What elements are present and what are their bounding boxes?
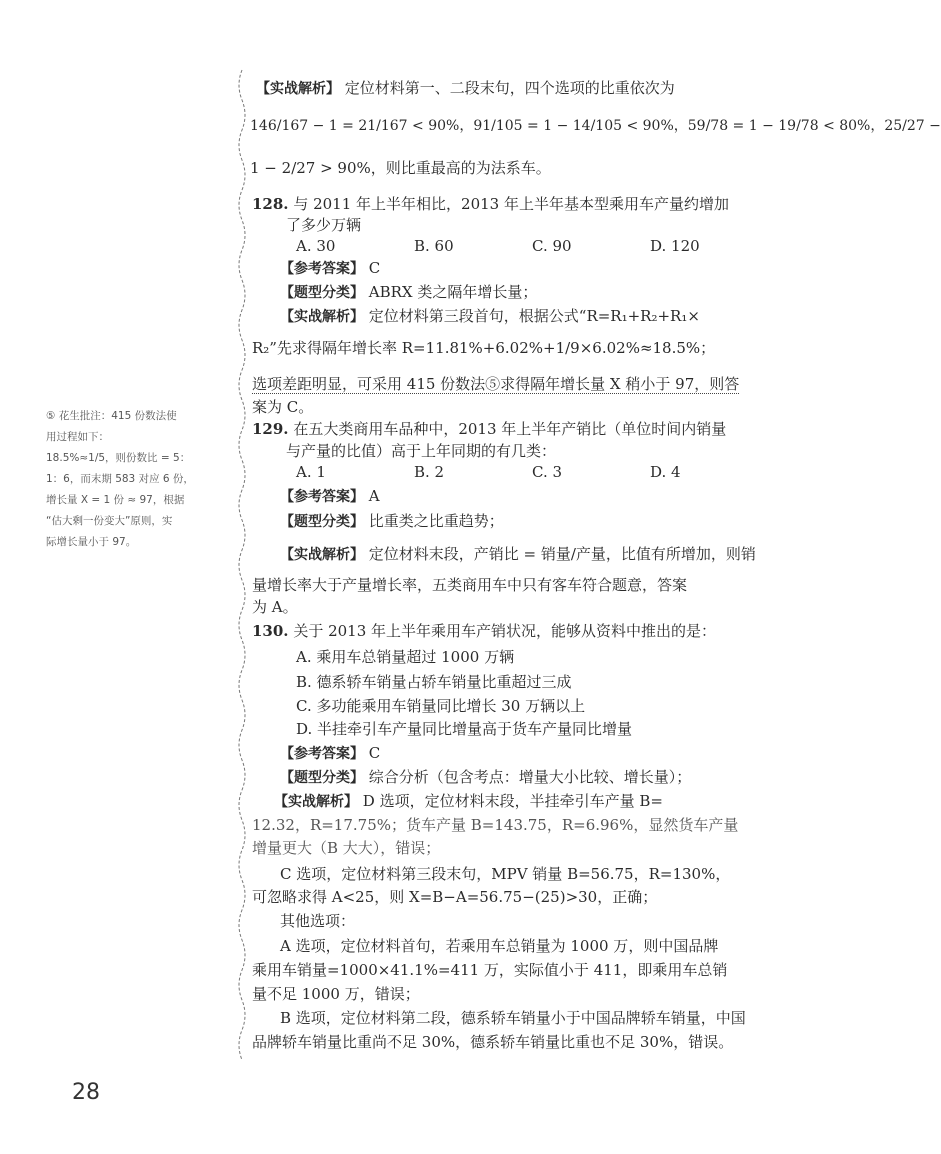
text-line	[252, 575, 687, 595]
type-line	[280, 511, 504, 532]
question-130	[252, 621, 716, 641]
line-text: R₂”先求得隔年增长率 R=11.81%+6.02%+1/9×6.02%≈18.5%；	[252, 339, 716, 357]
type-line	[280, 767, 691, 788]
line-text: D. 半挂牵引车产量同比增量高于货车产量同比增量	[296, 720, 633, 738]
option-c	[296, 696, 585, 716]
line-text: C	[364, 259, 381, 277]
text-line	[252, 397, 313, 417]
analysis-line	[256, 78, 675, 99]
text-line	[252, 984, 420, 1004]
text-line	[252, 838, 440, 858]
text-line	[252, 597, 298, 617]
line-text: A	[364, 487, 380, 505]
type-label: 【题型分类】	[280, 514, 364, 530]
side-note-line: 用过程如下：	[46, 431, 109, 443]
line-text: 其他选项：	[280, 912, 356, 930]
question-text: 在五大类商用车品种中，2013 年上半年产销比（单位时间内销量	[288, 420, 727, 438]
question-number: 129.	[252, 420, 289, 438]
line-text: 定位材料末段，产销比 = 销量/产量，比值有所增加，则销	[364, 545, 756, 563]
line-text: 1 − 2/27 > 90%，则比重最高的为法系车。	[250, 159, 551, 177]
analysis-line	[274, 791, 663, 812]
text-line	[280, 1008, 746, 1028]
line-text: ABRX 类之隔年增长量；	[364, 283, 538, 301]
question-128	[252, 194, 729, 214]
analysis-label: 【实战解析】	[256, 81, 340, 97]
line-text: D 选项，定位材料末段，半挂牵引车产量 B=	[358, 792, 663, 810]
line-text: 比重类之比重趋势；	[364, 512, 504, 530]
option-a: A. 1	[296, 463, 326, 481]
answer-label: 【参考答案】	[280, 261, 364, 277]
text-line	[252, 1032, 733, 1052]
side-note-line: ⑤ 花生批注：415 份数法使	[46, 410, 177, 422]
option-b	[296, 672, 572, 692]
line-text: 量不足 1000 万，错误；	[252, 985, 420, 1003]
line-text: 增量更大（B 大大），错误；	[252, 839, 441, 857]
line-text: A. 乘用车总销量超过 1000 万辆	[296, 648, 515, 666]
text-line	[286, 441, 556, 461]
option-a	[296, 647, 514, 667]
answer-line	[280, 486, 380, 507]
answer-label: 【参考答案】	[280, 489, 364, 505]
option-a: A. 30	[296, 237, 336, 255]
line-text: 定位材料第三段首句，根据公式“R=R₁+R₂+R₁×	[364, 307, 700, 325]
side-note-line: 18.5%≈1/5，则份数比 = 5：	[46, 452, 191, 464]
line-text: 定位材料第一、二段末句，四个选项的比重依次为	[340, 79, 675, 97]
option-d	[296, 719, 632, 739]
side-note-line: 增长量 X = 1 份 ≈ 97，根据	[46, 494, 185, 506]
line-text: C. 多功能乘用车销量同比增长 30 万辆以上	[296, 697, 586, 715]
type-line	[280, 282, 537, 303]
option-d: D. 4	[650, 463, 681, 481]
line-text: 选项差距明显，可采用 415 份数法⑤求得隔年增长量 X 稍小于 97，则答	[252, 375, 740, 393]
line-text: B 选项，定位材料第二段，德系轿车销量小于中国品牌轿车销量，中国	[280, 1009, 746, 1027]
option-d: D. 120	[650, 237, 700, 255]
option-c: C. 3	[532, 463, 563, 481]
analysis-label: 【实战解析】	[280, 309, 364, 325]
answer-line	[280, 743, 380, 764]
option-b: B. 2	[414, 463, 445, 481]
options-row	[296, 236, 768, 256]
text-line	[286, 215, 361, 235]
question-number: 128.	[252, 195, 289, 213]
line-text: 为 A。	[252, 598, 298, 616]
wavy-margin-line	[232, 70, 252, 1060]
text-line	[280, 864, 730, 884]
answer-line	[280, 258, 380, 279]
page-number: 28	[72, 1080, 100, 1105]
line-text: 12.32，R=17.75%；货车产量 B=143.75，R=6.96%，显然货车产量	[252, 816, 739, 834]
analysis-label: 【实战解析】	[280, 547, 364, 563]
text-line	[280, 936, 718, 956]
question-text: 与 2011 年上半年相比，2013 年上半年基本型乘用车产量约增加	[288, 195, 729, 213]
line-text: 与产量的比值）高于上年同期的有几类：	[286, 442, 557, 460]
type-label: 【题型分类】	[280, 285, 364, 301]
text-line	[252, 887, 657, 907]
side-note-line: “估大剩一份变大”原则，实	[46, 515, 173, 527]
text-line	[252, 374, 739, 394]
question-129	[252, 419, 726, 439]
line-text: C	[364, 744, 381, 762]
formula-line	[250, 116, 941, 136]
line-text: 案为 C。	[252, 398, 314, 416]
option-b: B. 60	[414, 237, 454, 255]
side-note-line: 1：6，而末期 583 对应 6 份，	[46, 473, 194, 485]
text-line	[252, 960, 727, 980]
type-label: 【题型分类】	[280, 770, 364, 786]
line-text: 品牌轿车销量比重尚不足 30%，德系轿车销量比重也不足 30%，错误。	[252, 1033, 734, 1051]
line-text: C 选项，定位材料第三段末句，MPV 销量 B=56.75，R=130%，	[280, 865, 731, 883]
text-line	[252, 338, 715, 358]
line-text: 了多少万辆	[286, 216, 362, 234]
text-line	[252, 815, 738, 835]
analysis-line	[280, 544, 756, 565]
text-line	[280, 911, 355, 931]
question-text: 关于 2013 年上半年乘用车产销状况，能够从资料中推出的是：	[288, 622, 717, 640]
analysis-label: 【实战解析】	[274, 794, 358, 810]
analysis-line	[280, 306, 700, 327]
question-number: 130.	[252, 622, 289, 640]
side-annotation	[46, 406, 236, 553]
line-text: 量增长率大于产量增长率，五类商用车中只有客车符合题意，答案	[252, 576, 688, 594]
line-text: 综合分析（包含考点：增量大小比较、增长量）；	[364, 768, 692, 786]
options-row	[296, 462, 768, 482]
option-c: C. 90	[532, 237, 572, 255]
line-text: B. 德系轿车销量占轿车销量比重超过三成	[296, 673, 572, 691]
answer-label: 【参考答案】	[280, 746, 364, 762]
text-line	[250, 158, 551, 178]
line-text: 146/167 − 1 = 21/167 < 90%，91/105 = 1 − 14/105 < 90%，59/78 = 1 − 19/78 < 80%，25/27 −	[250, 118, 941, 134]
line-text: 乘用车销量=1000×41.1%=411 万，实际值小于 411，即乘用车总销	[252, 961, 728, 979]
line-text: 可忽略求得 A<25，则 X=B−A=56.75−(25)>30，正确；	[252, 888, 658, 906]
side-note-line: 际增长量小于 97。	[46, 536, 137, 548]
line-text: A 选项，定位材料首句，若乘用车总销量为 1000 万，则中国品牌	[280, 937, 719, 955]
